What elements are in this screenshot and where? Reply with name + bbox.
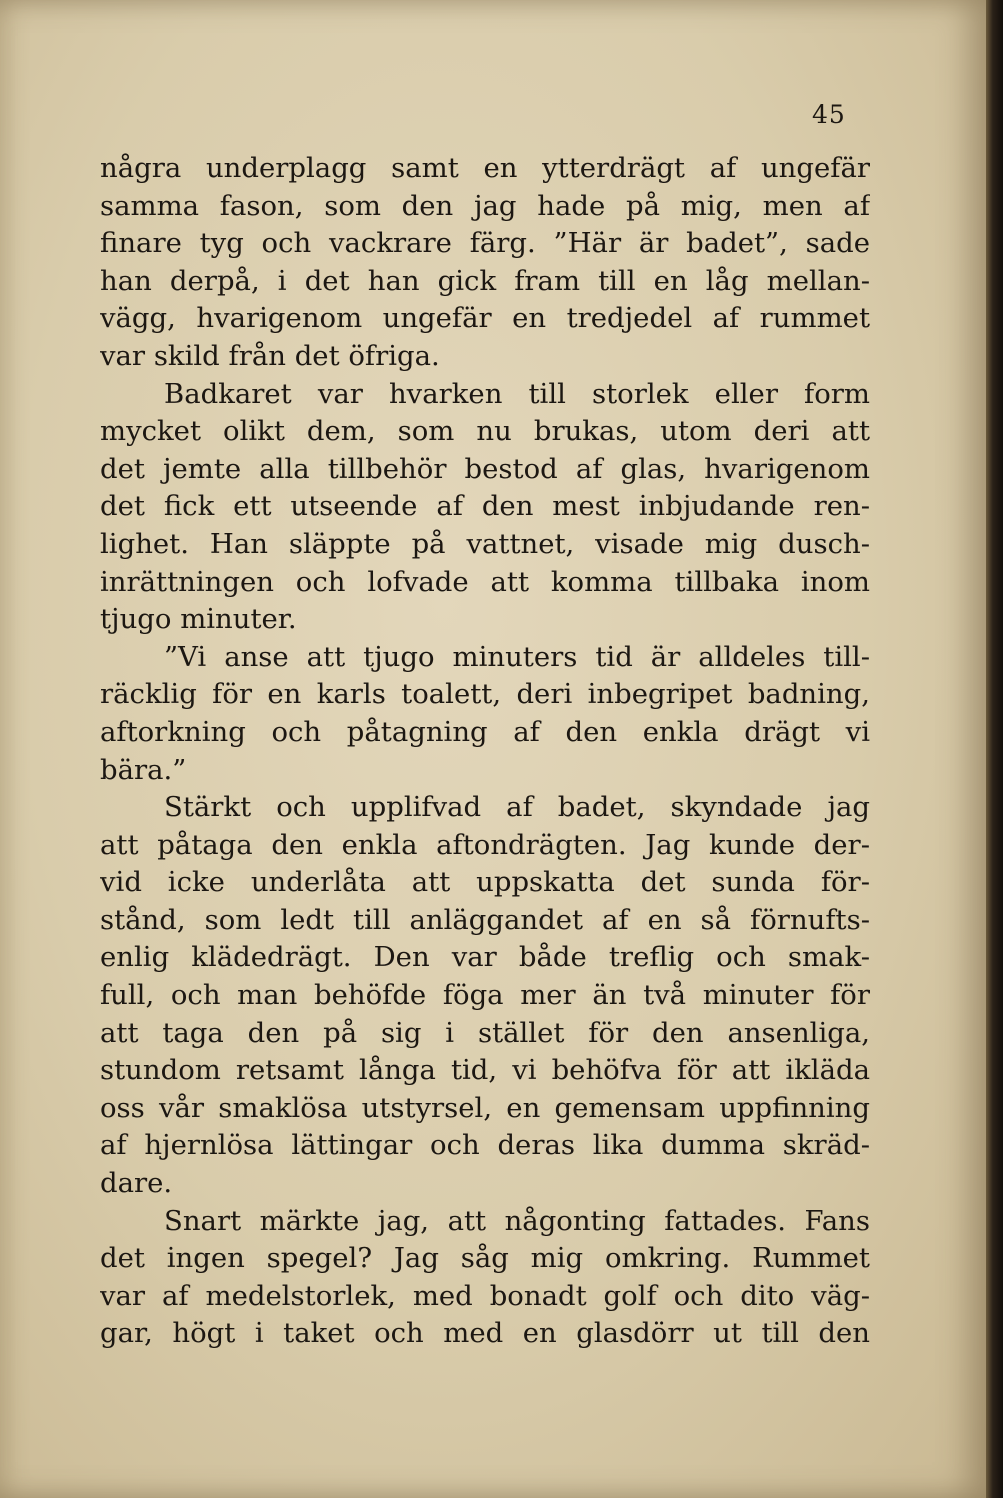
text-line: stundom retsamt långa tid, vi behöfva för att ikläda <box>100 1054 870 1087</box>
text-line: Snart märkte jag, att någonting fattades. Fans <box>164 1204 870 1237</box>
text-line: några underplagg samt en ytterdrägt af ungefär <box>100 152 870 184</box>
text-line: ”Vi anse att tjugo minuters tid är alldeles till- <box>164 640 870 673</box>
text-line: var af medelstorlek, med bonadt golf och dito väg- <box>100 1279 870 1312</box>
text-line: full, och man behöfde föga mer än två minuter för <box>100 979 870 1012</box>
text-line: att taga den på sig i stället för den ansenliga, <box>100 1016 870 1049</box>
text-line: finare tyg och vackrare färg. ”Här är badet”, sade <box>100 227 870 260</box>
text-line: det fick ett utseende af den mest inbjudande ren- <box>100 490 870 523</box>
text-line: räcklig för en karls toalett, deri inbegripet badning, <box>100 678 870 711</box>
text-line: inrättningen och lofvade att komma tillbaka inom <box>100 565 870 598</box>
text-line: det ingen spegel? Jag såg mig omkring. Rummet <box>100 1242 870 1275</box>
text-line: tjugo minuter. <box>100 603 297 636</box>
text-line: dare. <box>100 1167 173 1200</box>
text-line: enlig klädedrägt. Den var både treflig och smak- <box>100 941 870 974</box>
text-line: oss vår smaklösa utstyrsel, en gemensam uppfinning <box>100 1091 870 1124</box>
text-line: att påtaga den enkla aftondrägten. Jag kunde der- <box>100 828 870 861</box>
text-line: bära.” <box>100 753 187 786</box>
text-line: gar, högt i taket och med en glasdörr ut till den <box>100 1317 870 1350</box>
text-line: Stärkt och upplifvad af badet, skyndade jag <box>164 791 870 824</box>
text-line: vid icke underlåta att uppskatta det sunda för- <box>100 866 870 899</box>
text-line: Badkaret var hvarken till storlek eller form <box>164 377 870 410</box>
text-line: mycket olikt dem, som nu brukas, utom deri att <box>100 415 870 448</box>
text-line: det jemte alla tillbehör bestod af glas, hvarigenom <box>100 452 870 485</box>
text-line: var skild från det öfriga. <box>100 339 440 372</box>
page-number: 45 <box>812 100 846 129</box>
text-line: af hjernlösa lättingar och deras lika dumma skräd- <box>100 1129 870 1162</box>
text-line: lighet. Han släppte på vattnet, visade mig dusch- <box>100 527 870 560</box>
text-line: stånd, som ledt till anläggandet af en så förnufts- <box>100 903 870 936</box>
text-line: vägg, hvarigenom ungefär en tredjedel af rummet <box>100 302 870 335</box>
text-line: aftorkning och påtagning af den enkla drägt vi <box>100 715 870 748</box>
body-text <box>100 150 870 1353</box>
text-line: han derpå, i det han gick fram till en låg mellan- <box>100 264 870 297</box>
text-line: samma fason, som den jag hade på mig, men af <box>100 189 870 222</box>
book-spine-edge <box>986 0 1003 1498</box>
